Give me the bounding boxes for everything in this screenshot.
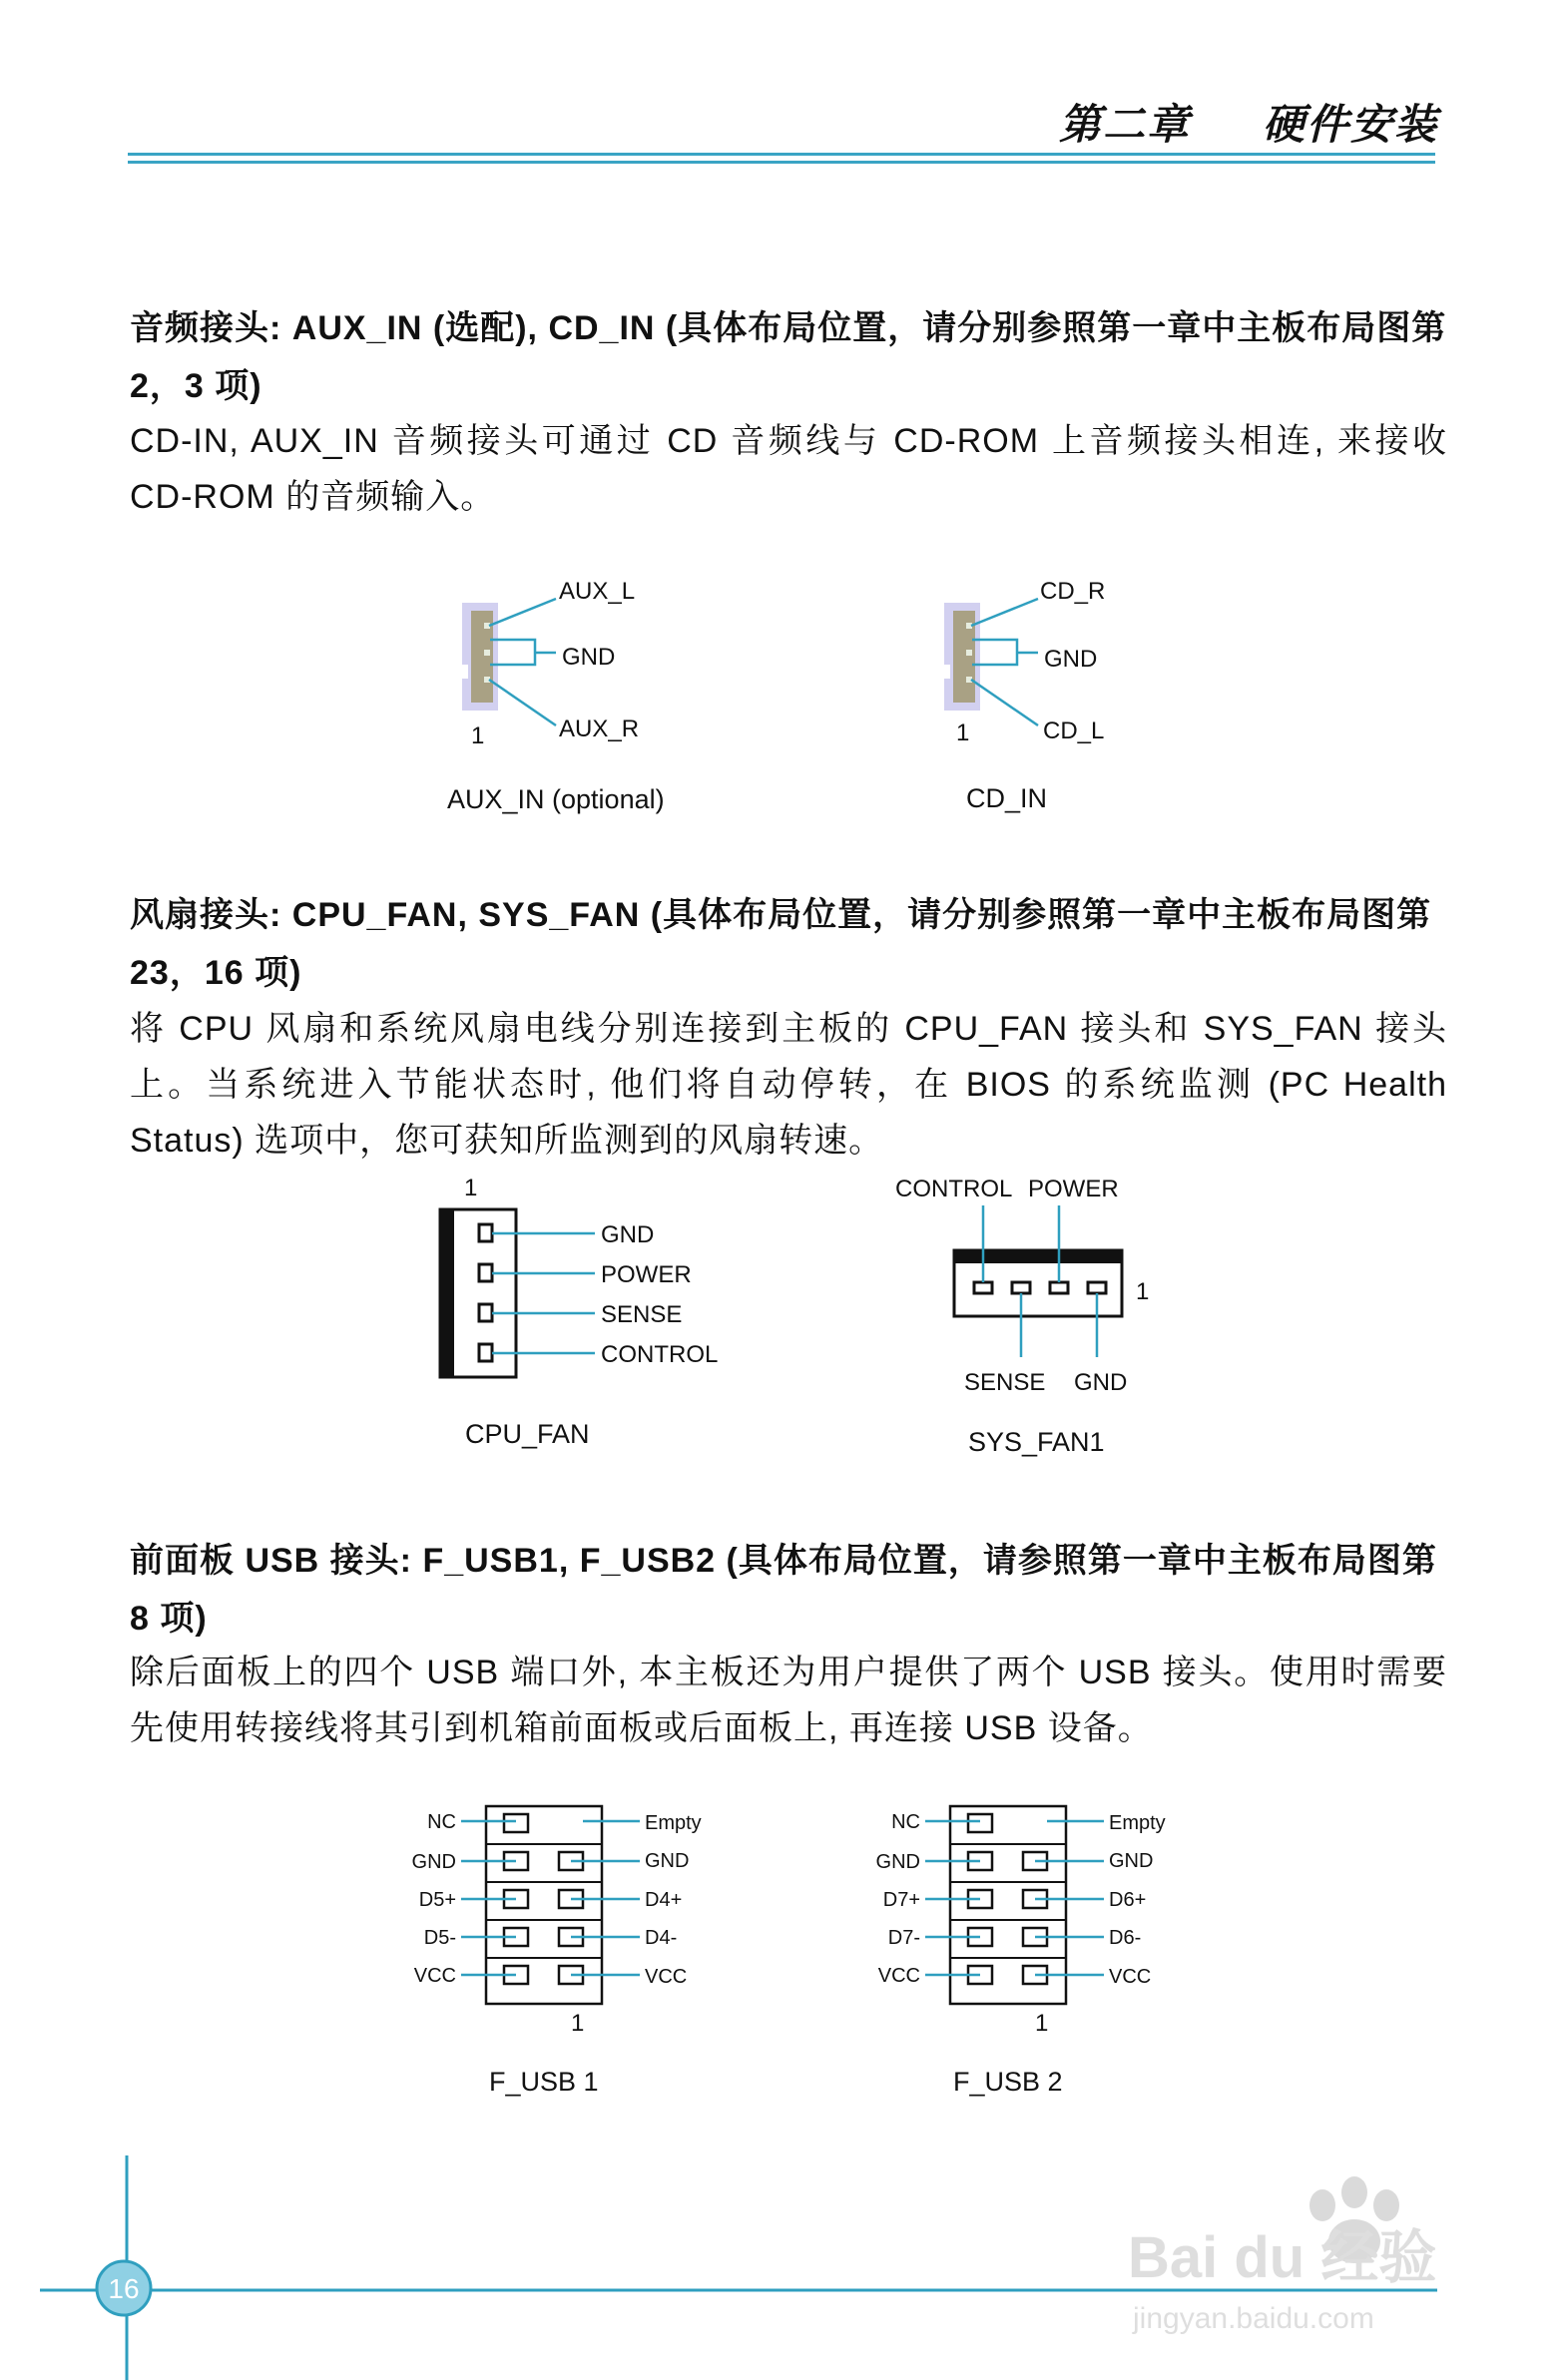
watermark xyxy=(1128,2176,1436,2335)
aux-in-pin-label: AUX_L xyxy=(559,578,636,605)
f-usb2-right-label: D6+ xyxy=(1109,1889,1147,1911)
cpu-fan-pin xyxy=(479,1264,492,1281)
aux-in-lead xyxy=(489,599,556,626)
watermark-url: jingyan.baidu.com xyxy=(1133,2302,1374,2335)
cpu-fan-pin-label: GND xyxy=(601,1221,655,1248)
aux-in-caption: AUX_IN (optional) xyxy=(447,784,665,814)
f-usb1-caption: F_USB 1 xyxy=(489,2067,599,2097)
chapter-name: 硬件安装 xyxy=(1262,101,1438,148)
usb-description: 除后面板上的四个 USB 端口外, 本主板还为用户提供了两个 USB 接头。使用时需要先使用转接线将其引到机箱前面板或后面板上, 再连接 USB 设备。 xyxy=(130,1654,1447,1747)
sys-fan-pin xyxy=(1012,1282,1030,1293)
f-usb2-right-label: GND xyxy=(1109,1850,1154,1872)
cd-in-pin1-marker: 1 xyxy=(956,719,970,746)
audio-description: CD-IN, AUX_IN 音频接头可通过 CD 音频线与 CD-ROM 上音频接头相连, 来接收 CD-ROM 的音频输入。 xyxy=(130,422,1447,516)
f-usb2-pin xyxy=(968,1814,992,1832)
f-usb1-right-label: D4- xyxy=(645,1927,678,1949)
cpu-fan-pin xyxy=(479,1344,492,1361)
f-usb1-left-label: D5+ xyxy=(418,1889,456,1911)
fan-description: 将 CPU 风扇和系统风扇电线分别连接到主板的 CPU_FAN 接头和 SYS_FAN 接头上。当系统进入节能状态时, 他们将自动停转，在 BIOS 的系统监测 (PC Health Status) 选项中，您可获知所监测到的风扇转速。 xyxy=(130,1010,1447,1160)
f-usb2-left-label: D7+ xyxy=(882,1889,920,1911)
sys-fan-caption: SYS_FAN1 xyxy=(968,1427,1105,1457)
aux-in-pin xyxy=(484,650,490,656)
page-number: 16 xyxy=(108,2273,140,2304)
f-usb1-right-label: Empty xyxy=(645,1812,702,1834)
cpu-fan-pin-label: CONTROL xyxy=(601,1341,719,1368)
f-usb2-left-label: NC xyxy=(891,1811,920,1833)
cd-in-pin-label: CD_L xyxy=(1043,717,1105,744)
f-usb2-diagram xyxy=(876,1806,1166,2097)
cpu-fan-caption: CPU_FAN xyxy=(465,1419,590,1449)
sys-fan-bottom-label: SENSE xyxy=(964,1369,1046,1396)
f-usb2-pin1-marker: 1 xyxy=(1035,2010,1049,2037)
sys-fan-pin xyxy=(974,1282,992,1293)
aux-in-lead xyxy=(489,680,556,725)
f-usb2-left-label: VCC xyxy=(877,1965,920,1987)
sys-fan-bottom-label: GND xyxy=(1074,1369,1128,1396)
sys-fan-key-bar xyxy=(954,1250,1122,1263)
f-usb1-left-label: VCC xyxy=(413,1965,456,1987)
cd-in-lead xyxy=(971,599,1038,626)
sys-fan-pin1-marker: 1 xyxy=(1136,1278,1150,1305)
f-usb2-right-label: VCC xyxy=(1109,1966,1152,1988)
aux-in-pin1-marker: 1 xyxy=(471,722,485,749)
cd-in-diagram xyxy=(944,578,1105,813)
cd-in-pin xyxy=(966,650,972,656)
cd-in-caption: CD_IN xyxy=(966,783,1048,813)
chapter-number: 第二章 xyxy=(1058,101,1191,148)
aux-in-pin-label: AUX_R xyxy=(559,715,640,742)
cd-in-lead xyxy=(971,680,1038,725)
usb-heading: 前面板 USB 接头: F_USB1, F_USB2 (具体布局位置，请参照第一章中主板布局图第 8 项) xyxy=(130,1542,1437,1638)
cpu-fan-diagram xyxy=(440,1175,718,1449)
f-usb1-right-label: D4+ xyxy=(645,1889,683,1911)
cpu-fan-key-bar xyxy=(440,1209,454,1377)
cd-in-pin-label: CD_R xyxy=(1040,578,1106,605)
cpu-fan-pin xyxy=(479,1224,492,1241)
aux-in-key-notch xyxy=(462,665,468,679)
f-usb2-left-label: D7- xyxy=(887,1927,920,1949)
f-usb2-caption: F_USB 2 xyxy=(953,2067,1063,2097)
f-usb1-pin1-marker: 1 xyxy=(571,2010,585,2037)
watermark-brand: Bai du 经验 xyxy=(1128,2225,1437,2290)
f-usb1-right-label: VCC xyxy=(645,1966,688,1988)
cd-in-pin-label: GND xyxy=(1044,646,1098,673)
aux-in-pin-label: GND xyxy=(562,644,616,671)
f-usb1-right-label: GND xyxy=(645,1850,690,1872)
audio-heading: 音频接头: AUX_IN (选配), CD_IN (具体布局位置，请分别参照第一章中主板布局图第 2，3 项) xyxy=(130,309,1447,405)
f-usb2-right-label: Empty xyxy=(1109,1812,1166,1834)
cpu-fan-pin-label: SENSE xyxy=(601,1301,683,1328)
f-usb1-left-label: GND xyxy=(411,1851,456,1873)
cpu-fan-pin-label: POWER xyxy=(601,1261,692,1288)
sys-fan-top-label: CONTROL xyxy=(895,1176,1013,1202)
cd-in-key-notch xyxy=(944,665,950,679)
cpu-fan-pin xyxy=(479,1304,492,1321)
sys-fan-diagram xyxy=(895,1176,1149,1457)
f-usb2-left-label: GND xyxy=(875,1851,920,1873)
fan-heading: 风扇接头: CPU_FAN, SYS_FAN (具体布局位置，请分别参照第一章中主板布局图第 23，16 项) xyxy=(130,896,1432,992)
f-usb1-left-label: NC xyxy=(427,1811,456,1833)
sys-fan-pin xyxy=(1050,1282,1068,1293)
aux-in-diagram xyxy=(447,578,665,814)
sys-fan-pin xyxy=(1088,1282,1106,1293)
cpu-fan-pin1-marker: 1 xyxy=(464,1175,478,1201)
sys-fan-top-label: POWER xyxy=(1028,1176,1119,1202)
f-usb1-left-label: D5- xyxy=(423,1927,456,1949)
f-usb2-right-label: D6- xyxy=(1109,1927,1142,1949)
f-usb1-pin xyxy=(504,1814,528,1832)
f-usb1-diagram xyxy=(412,1806,702,2097)
